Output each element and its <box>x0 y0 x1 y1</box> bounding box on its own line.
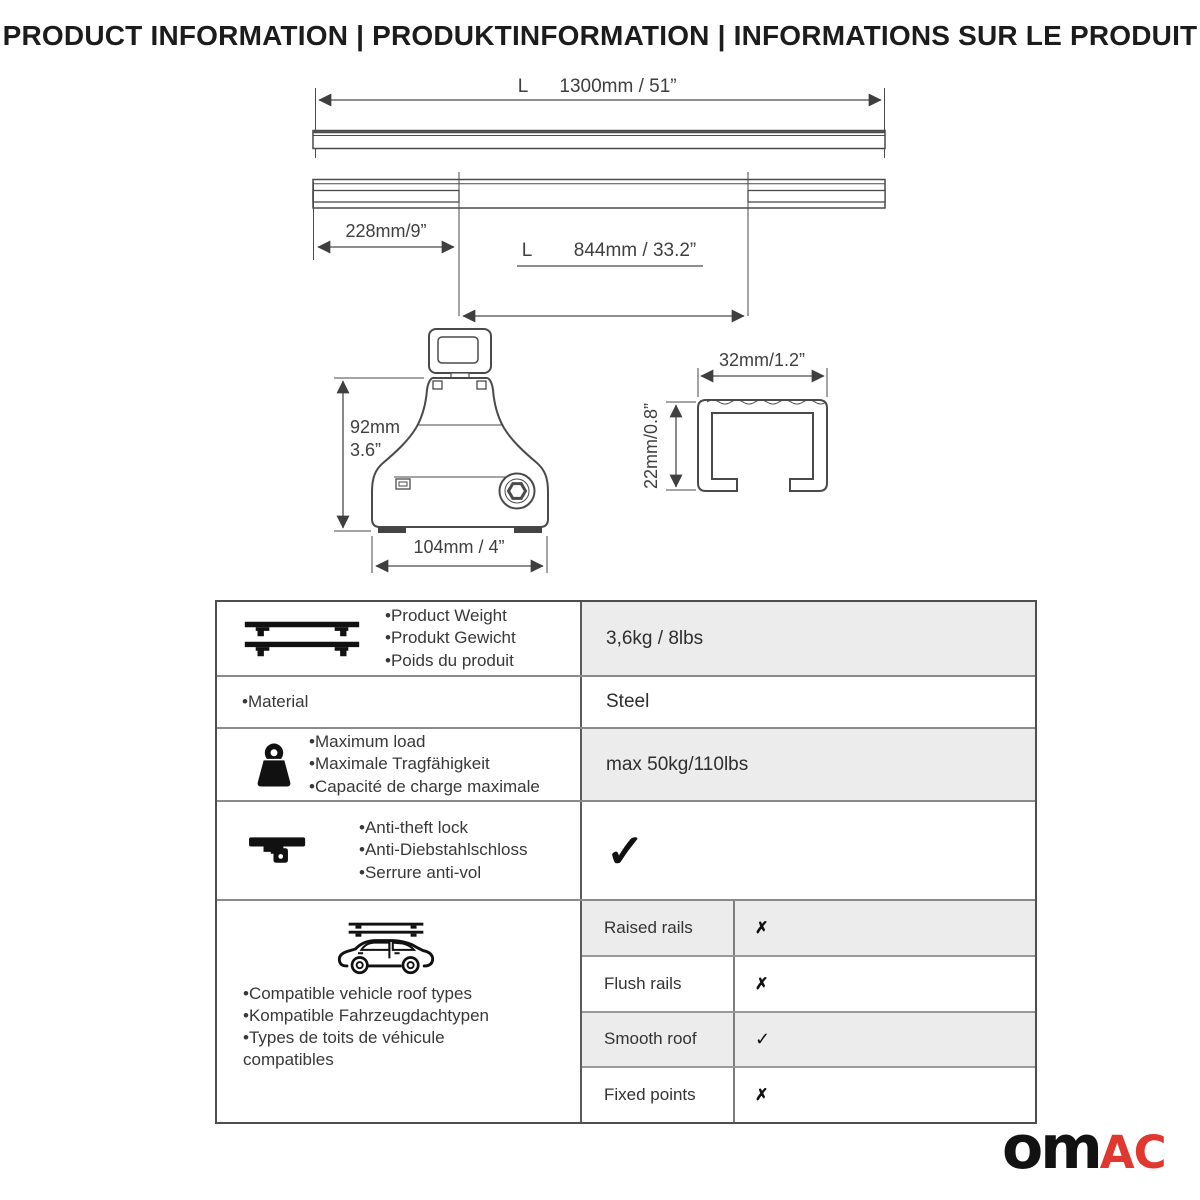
roof-rack-icon <box>243 617 361 661</box>
check-mark: ✓ <box>755 1028 771 1049</box>
label-line: •Product Weight <box>385 606 507 626</box>
roof-type-label: Fixed points <box>604 1085 696 1105</box>
page-title: PRODUCT INFORMATION | PRODUKTINFORMATION | INFORMATIONS SUR LE PRODUIT <box>2 20 1198 51</box>
label-line: •Compatible vehicle roof types <box>243 984 472 1003</box>
value-cell-anti-theft <box>580 802 1035 899</box>
value-cell-material <box>580 677 1035 727</box>
label-line: •Kompatible Fahrzeugdachtypen <box>243 1006 489 1026</box>
dimension-profile-height: 22mm/0.8” <box>641 402 661 490</box>
label-line: •Types de toits de véhicule <box>243 1028 445 1048</box>
label-line: •Capacité de charge maximale <box>309 776 540 796</box>
roof-type-value <box>733 901 1035 955</box>
value-cell-product-weight <box>580 602 1035 675</box>
table-row-material <box>217 677 1035 729</box>
roof-types-subtable <box>580 901 1035 1122</box>
label-line: •Anti-Diebstahlschloss <box>359 840 528 860</box>
dimension-span: 844mm / 33.2” <box>573 240 697 261</box>
logo-black-letters: om <box>1002 1113 1100 1183</box>
material-value: Steel <box>606 691 650 712</box>
roof-type-value <box>733 1068 1035 1122</box>
dimension-foot-height-mm: 92mm <box>350 417 401 437</box>
cross-mark: ✗ <box>755 1087 769 1105</box>
label-line: compatibles <box>243 1050 334 1070</box>
label-cell-anti-theft <box>217 802 580 899</box>
weight-icon <box>251 738 297 792</box>
roof-type-label: Flush rails <box>604 973 682 993</box>
cross-mark: ✗ <box>755 975 769 993</box>
subrow-smooth-roof <box>582 1013 1035 1069</box>
dimension-bar-length-prefix: L <box>517 76 529 97</box>
table-row-product-weight <box>217 602 1035 677</box>
dimension-foot-height-in: 3.6” <box>350 440 382 460</box>
maximum-load-value: max 50kg/110lbs <box>606 753 749 775</box>
omac-logo <box>1002 1113 1166 1183</box>
anti-theft-checkmark: ✓ <box>606 824 645 877</box>
label-line: •Poids du produit <box>385 650 514 670</box>
product-weight-value: 3,6kg / 8lbs <box>606 627 704 649</box>
label-line: •Maximale Tragfähigkeit <box>309 754 490 774</box>
label-cell-material <box>217 677 580 727</box>
dimension-span-prefix: L <box>521 240 533 261</box>
table-row-roof-types <box>217 901 1035 1122</box>
profile-cross-section-drawing <box>666 368 827 491</box>
label-cell-product-weight <box>217 602 580 675</box>
subrow-fixed-points <box>582 1068 1035 1122</box>
spec-table <box>215 600 1037 1124</box>
roof-type-value <box>733 1013 1035 1067</box>
label-cell-roof-types <box>217 901 580 1122</box>
label-line: •Anti-theft lock <box>359 818 468 838</box>
label-line: •Serrure anti-vol <box>359 862 482 882</box>
value-cell-maximum-load <box>580 729 1035 800</box>
crossbar-side-view <box>313 88 885 158</box>
roof-type-label: Smooth roof <box>604 1029 697 1049</box>
logo-red-letters: AC <box>1099 1126 1166 1179</box>
table-row-maximum-load <box>217 729 1035 802</box>
subrow-raised-rails <box>582 901 1035 957</box>
dimension-profile-width: 32mm/1.2” <box>718 350 806 370</box>
dimension-end-offset: 228mm/9” <box>345 221 427 241</box>
subrow-flush-rails <box>582 957 1035 1013</box>
dimension-bar-length: 1300mm / 51” <box>559 76 677 97</box>
car-icon <box>333 921 439 977</box>
label-cell-maximum-load <box>217 729 580 800</box>
roof-type-label: Raised rails <box>604 917 693 937</box>
dimension-foot-width: 104mm / 4” <box>413 537 505 557</box>
roof-type-value <box>733 957 1035 1011</box>
label-line: •Material <box>242 691 309 711</box>
table-row-anti-theft <box>217 802 1035 901</box>
cross-mark: ✗ <box>755 919 769 937</box>
label-line: •Produkt Gewicht <box>385 628 516 648</box>
anti-theft-lock-icon <box>249 832 307 870</box>
label-line: •Maximum load <box>309 732 426 752</box>
